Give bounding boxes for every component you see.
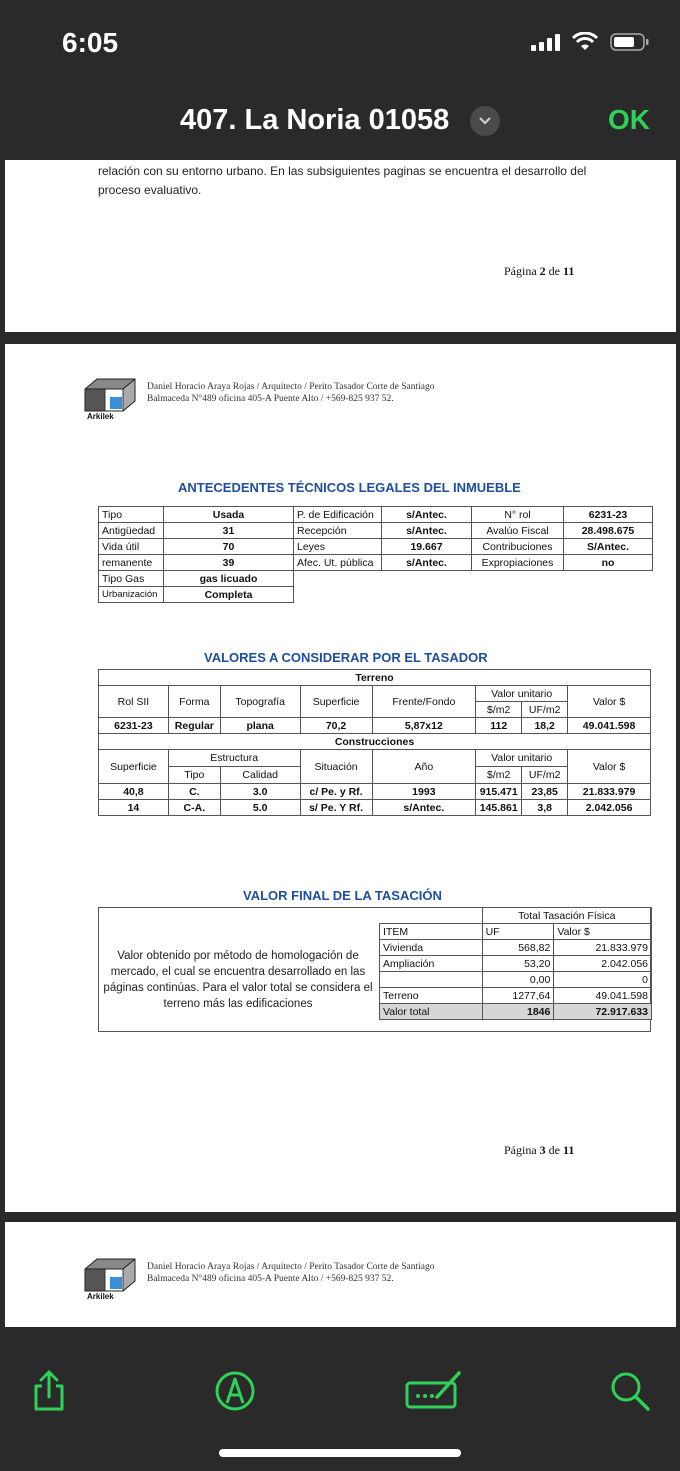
header-cell: Valor $ <box>568 750 651 784</box>
antecedentes-title: ANTECEDENTES TÉCNICOS LEGALES DEL INMUEBLE <box>178 480 521 495</box>
cell: P. de Edificación <box>294 507 382 523</box>
letterhead-line1: Daniel Horacio Araya Rojas / Arquitecto / Perito Tasador Corte de Santiago <box>147 382 435 392</box>
cell: s/Antec. <box>382 523 472 539</box>
valor-final-box <box>98 907 651 1032</box>
letterhead-line1: Daniel Horacio Araya Rojas / Arquitecto / Perito Tasador Corte de Santiago <box>147 1262 435 1272</box>
letterhead <box>83 1255 503 1305</box>
table-row <box>99 800 651 816</box>
table-row <box>380 924 652 940</box>
cell: 40,8 <box>99 784 169 800</box>
cell: 14 <box>99 800 169 816</box>
header-cell: UF/m2 <box>522 702 568 718</box>
ok-button[interactable]: OK <box>608 104 650 135</box>
cell: Antigüedad <box>99 523 164 539</box>
cell: Completa <box>164 587 294 603</box>
cell: 5,87x12 <box>372 718 476 734</box>
construcciones-label: Construcciones <box>99 734 651 750</box>
table-row <box>99 555 653 571</box>
valores-title: VALORES A CONSIDERAR POR EL TASADOR <box>204 650 488 665</box>
battery-icon <box>610 32 650 52</box>
table-row <box>380 908 652 924</box>
search-icon[interactable] <box>608 1369 652 1413</box>
cell: 28.498.675 <box>564 523 653 539</box>
letterhead-line2: Balmaceda N°489 oficina 405-A Puente Alto / +569-825 937 52. <box>147 394 394 404</box>
home-indicator[interactable] <box>219 1449 461 1457</box>
header-cell: Rol SII <box>99 686 169 718</box>
status-icons <box>531 32 650 52</box>
share-icon[interactable] <box>27 1369 71 1413</box>
cell: s/Antec. <box>382 555 472 571</box>
cell: 3.0 <box>220 784 300 800</box>
table-row <box>380 956 652 972</box>
cell: 2.042.056 <box>568 800 651 816</box>
cell: 53,20 <box>482 956 554 972</box>
cell: 6231-23 <box>564 507 653 523</box>
cell: 6231-23 <box>99 718 169 734</box>
status-time: 6:05 <box>62 27 119 58</box>
wifi-icon <box>572 32 598 52</box>
page-num: 2 <box>539 264 546 278</box>
header-cell: Valor $ <box>568 686 651 718</box>
page-number <box>504 1143 574 1158</box>
bottom-toolbar <box>0 1327 680 1471</box>
table-row <box>380 940 652 956</box>
cell: Terreno <box>380 988 483 1004</box>
cell: S/Antec. <box>564 539 653 555</box>
header-cell: UF <box>482 924 554 940</box>
table-row <box>380 1004 652 1020</box>
header-cell: Forma <box>168 686 220 718</box>
cell: plana <box>220 718 300 734</box>
cell: 2.042.056 <box>554 956 652 972</box>
letterhead <box>83 375 503 425</box>
cell: Contribuciones <box>472 539 564 555</box>
cell: 70 <box>164 539 294 555</box>
cell: 49.041.598 <box>554 988 652 1004</box>
cell: Usada <box>164 507 294 523</box>
pdf-page-2 <box>5 160 676 332</box>
cell: C-A. <box>168 800 220 816</box>
cell <box>380 972 483 988</box>
terreno-label: Terreno <box>99 670 651 686</box>
cell: Leyes <box>294 539 382 555</box>
header-cell: UF/m2 <box>522 767 568 784</box>
table-row <box>99 734 651 750</box>
header-cell: Valor unitario <box>476 686 568 702</box>
valor-final-description: Valor obtenido por método de homologación de mercado, el cual se encuentra desarrollado en las páginas continúas. Para el valor total se considera el terreno más las edificaciones <box>103 950 373 1010</box>
cell: Regular <box>168 718 220 734</box>
letterhead-line2: Balmaceda N°489 oficina 405-A Puente Alto / +569-825 937 52. <box>147 1274 394 1284</box>
table-row <box>380 972 652 988</box>
pdf-page-4 <box>5 1222 676 1327</box>
page-of: de <box>548 264 560 278</box>
cell: C. <box>168 784 220 800</box>
cell: s/Antec. <box>372 800 476 816</box>
cell: 39 <box>164 555 294 571</box>
cell: Tipo <box>99 507 164 523</box>
table-row <box>99 507 653 523</box>
table-row <box>99 718 651 734</box>
top-bar <box>0 0 680 160</box>
cell: 31 <box>164 523 294 539</box>
valores-table <box>98 669 651 816</box>
cell: 49.041.598 <box>568 718 651 734</box>
cell: 23,85 <box>522 784 568 800</box>
document-title[interactable]: 407. La Noria 01058 <box>180 104 450 136</box>
letterhead-text <box>147 1261 435 1285</box>
page-prefix: Página <box>504 264 537 278</box>
empty-cell <box>294 587 653 603</box>
table-row <box>99 571 653 587</box>
header-cell: Superficie <box>300 686 372 718</box>
cell: Vivienda <box>380 940 483 956</box>
table-row <box>99 587 653 603</box>
table-row <box>99 539 653 555</box>
header-cell: Situación <box>300 750 372 784</box>
header-cell: $/m2 <box>476 767 522 784</box>
cell: 3,8 <box>522 800 568 816</box>
header-cell: Estructura <box>168 750 300 767</box>
page-total: 11 <box>563 1143 575 1157</box>
total-uf: 1846 <box>482 1004 554 1020</box>
table-row <box>99 670 651 686</box>
header-cell: $/m2 <box>476 702 522 718</box>
intro-text: relación con su entorno urbano. En las subsiguientes paginas se encuentra el desarrollo del proceso evaluativo. <box>98 164 587 197</box>
tasacion-table <box>379 907 652 1020</box>
cell: Expropiaciones <box>472 555 564 571</box>
cell: s/ Pe. Y Rf. <box>300 800 372 816</box>
cell: Afec. Ut. pública <box>294 555 382 571</box>
cell: 145.861 <box>476 800 522 816</box>
table-row <box>380 988 652 1004</box>
cell: 5.0 <box>220 800 300 816</box>
header-cell: Frente/Fondo <box>372 686 476 718</box>
page-prefix: Página <box>504 1143 537 1157</box>
table-row <box>99 523 653 539</box>
tasacion-table-title: Total Tasación Física <box>482 908 651 924</box>
cell: Tipo Gas <box>99 571 164 587</box>
page-total: 11 <box>563 264 575 278</box>
cell: Vida útil <box>99 539 164 555</box>
cell: 21.833.979 <box>554 940 652 956</box>
valor-final-title: VALOR FINAL DE LA TASACIÓN <box>243 888 442 903</box>
table-row <box>99 686 651 702</box>
cell: gas licuado <box>164 571 294 587</box>
cell: 70,2 <box>300 718 372 734</box>
total-label: Valor total <box>380 1004 483 1020</box>
table-row <box>99 750 651 767</box>
header-cell: Topografía <box>220 686 300 718</box>
cell: 112 <box>476 718 522 734</box>
cell: remanente <box>99 555 164 571</box>
pdf-page-3 <box>5 344 676 1212</box>
cell: Avalúo Fiscal <box>472 523 564 539</box>
cell: s/Antec. <box>382 507 472 523</box>
cell: 21.833.979 <box>568 784 651 800</box>
logo-text: Arkilek <box>87 1292 114 1301</box>
letterhead-text <box>147 381 435 405</box>
cellular-signal-icon <box>531 33 560 51</box>
total-value: 72.917.633 <box>554 1004 652 1020</box>
markup-icon[interactable] <box>213 1369 257 1413</box>
cell: 568,82 <box>482 940 554 956</box>
cell: Ampliación <box>380 956 483 972</box>
table-row <box>99 784 651 800</box>
page-number <box>504 264 574 279</box>
cell: 1993 <box>372 784 476 800</box>
cell: 19.667 <box>382 539 472 555</box>
cell: N° rol <box>472 507 564 523</box>
cell: Recepción <box>294 523 382 539</box>
cell: 0,00 <box>482 972 554 988</box>
header-cell: Año <box>372 750 476 784</box>
header-cell: ITEM <box>380 924 483 940</box>
empty-cell <box>294 571 653 587</box>
antecedentes-table <box>98 506 653 603</box>
page-of: de <box>548 1143 560 1157</box>
cell: 0 <box>554 972 652 988</box>
logo-text: Arkilek <box>87 412 114 421</box>
chevron-down-icon[interactable] <box>470 106 500 136</box>
header-cell: Superficie <box>99 750 169 784</box>
cell: no <box>564 555 653 571</box>
header-cell: Valor unitario <box>476 750 568 767</box>
header-cell: Calidad <box>220 767 300 784</box>
header-cell: Tipo <box>168 767 220 784</box>
signature-icon[interactable] <box>405 1369 463 1413</box>
cell: 1277,64 <box>482 988 554 1004</box>
nav-bar <box>0 100 680 144</box>
cell: 915.471 <box>476 784 522 800</box>
header-cell: Valor $ <box>554 924 652 940</box>
page-num: 3 <box>539 1143 546 1157</box>
cell: Urbanización <box>99 587 164 603</box>
cell: 18,2 <box>522 718 568 734</box>
cell: c/ Pe. y Rf. <box>300 784 372 800</box>
